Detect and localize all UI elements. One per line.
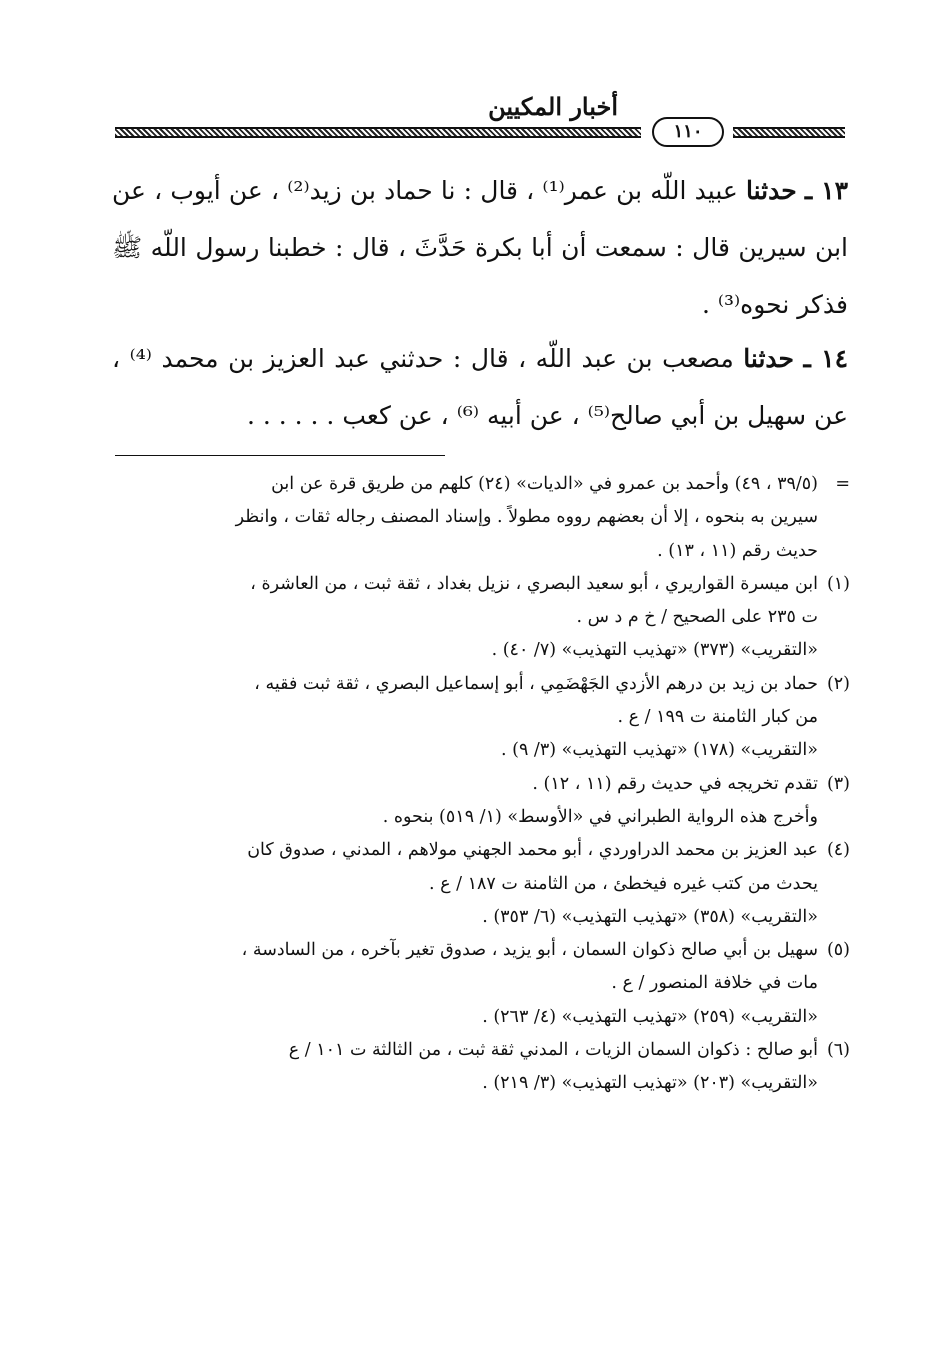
footnote-line: (٤)عبد العزيز بن محمد الدراوردي ، أبو محمد الجهني مولاهم ، المدني ، صدوق كان xyxy=(112,834,850,867)
footnote-line: (١)ابن ميسرة القواريري ، أبو سعيد البصري ، نزيل بغداد ، ثقة ثبت ، من العاشرة ، xyxy=(112,568,850,601)
footnote-marker: = xyxy=(835,474,850,494)
footnote-line: وأخرج هذه الرواية الطبراني في «الأوسط» (١/ ٥١٩) بنحوه . xyxy=(382,806,818,827)
footnote-line: (٣)تقدم تخريجه في حديث رقم (١١ ، ١٢) . xyxy=(112,768,850,801)
footnote-separator xyxy=(115,455,445,456)
header-rule-right xyxy=(115,127,641,138)
footnote-line: (٦)أبو صالح : ذكوان السمان الزيات ، المدني ثقة ثبت ، من الثالثة ت ١٠١ / ع xyxy=(112,1034,850,1067)
footnote-line: يحدث من كتب غيره فيخطئ ، من الثامنة ت ١٨٧ / ع . xyxy=(429,873,818,894)
hadith-text: مصعب بن عبد اللّه ، قال : حدثني عبد العزيز بن محمد ⁽⁴⁾ ، عن سهيل بن أبي صالح⁽⁵⁾ ، عن أبيه ⁽⁶⁾ ، عن كعب . . . . . . xyxy=(112,344,848,430)
footnote-line: ت ٢٣٥ على الصحيح / خ م د س . xyxy=(576,607,818,628)
footnote-line: (٥)سهيل بن أبي صالح ذكوان السمان ، أبو يزيد ، صدوق تغير بآخره ، من السادسة ، xyxy=(112,934,850,967)
footnote-marker: (٤) xyxy=(826,840,850,861)
footnote-line: «التقريب» (٣٧٣) «تهذيب التهذيب» (٧/ ٤٠) . xyxy=(491,640,818,661)
running-header-title: أخبار المكيين xyxy=(488,92,618,121)
footnote-line: «التقريب» (٣٥٨) «تهذيب التهذيب» (٦/ ٣٥٣) . xyxy=(482,906,818,927)
footnote-marker: (٦) xyxy=(826,1040,850,1061)
footnote-marker: (٣) xyxy=(826,773,850,794)
header-rule-left xyxy=(733,127,845,138)
hadith-number: ١٤ ـ xyxy=(803,344,849,373)
page-number: ١١٠ xyxy=(652,117,724,147)
footnote-line: مات في خلافة المنصور / ع . xyxy=(611,973,818,994)
footnote-marker: (١) xyxy=(826,573,850,594)
hadith-14 xyxy=(112,330,848,444)
footnote-line: «التقريب» (٢٥٩) «تهذيب التهذيب» (٤/ ٢٦٣) . xyxy=(482,1006,818,1027)
footnote-line: «التقريب» (١٧٨) «تهذيب التهذيب» (٣/ ٩) . xyxy=(501,740,818,761)
footnote-line: «التقريب» (٢٠٣) «تهذيب التهذيب» (٣/ ٢١٩) . xyxy=(482,1073,818,1094)
footnote-marker: (٥) xyxy=(826,940,850,961)
hadith-lead: حدثنا xyxy=(746,176,797,205)
footnotes xyxy=(112,468,850,1101)
hadith-text: عبيد اللّه بن عمر⁽¹⁾ ، قال : نا حماد بن زيد⁽²⁾ ، عن أيوب ، عن ابن سيرين قال : سمعت أن أبا بكرة حَدَّثَ ، قال : خطبنا رسول اللّه ﷺ فذكر نحوه⁽³⁾ . xyxy=(112,176,848,319)
hadith-number: ١٣ ـ xyxy=(804,176,849,205)
footnote-line: من كبار الثامنة ت ١٩٩ / ع . xyxy=(617,707,818,728)
hadith-13 xyxy=(112,162,848,333)
footnote-line: حديث رقم (١١ ، ١٣) . xyxy=(657,540,818,561)
footnote-line: =(٣٩/٥ ، ٤٩) وأحمد بن عمرو في «الديات» (٢٤) كلهم من طريق قرة عن ابن xyxy=(112,468,850,501)
footnote-line: سيرين به بنحوه ، إلا أن بعضهم رووه مطولاً . وإسناد المصنف رجاله ثقات ، وانظر xyxy=(235,507,818,528)
hadith-lead: حدثنا xyxy=(743,344,794,373)
footnote-marker: (٢) xyxy=(826,673,850,694)
footnote-line: (٢)حماد بن زيد بن درهم الأزدي الجَهْضَمِي ، أبو إسماعيل البصري ، ثقة ثبت فقيه ، xyxy=(112,668,850,701)
